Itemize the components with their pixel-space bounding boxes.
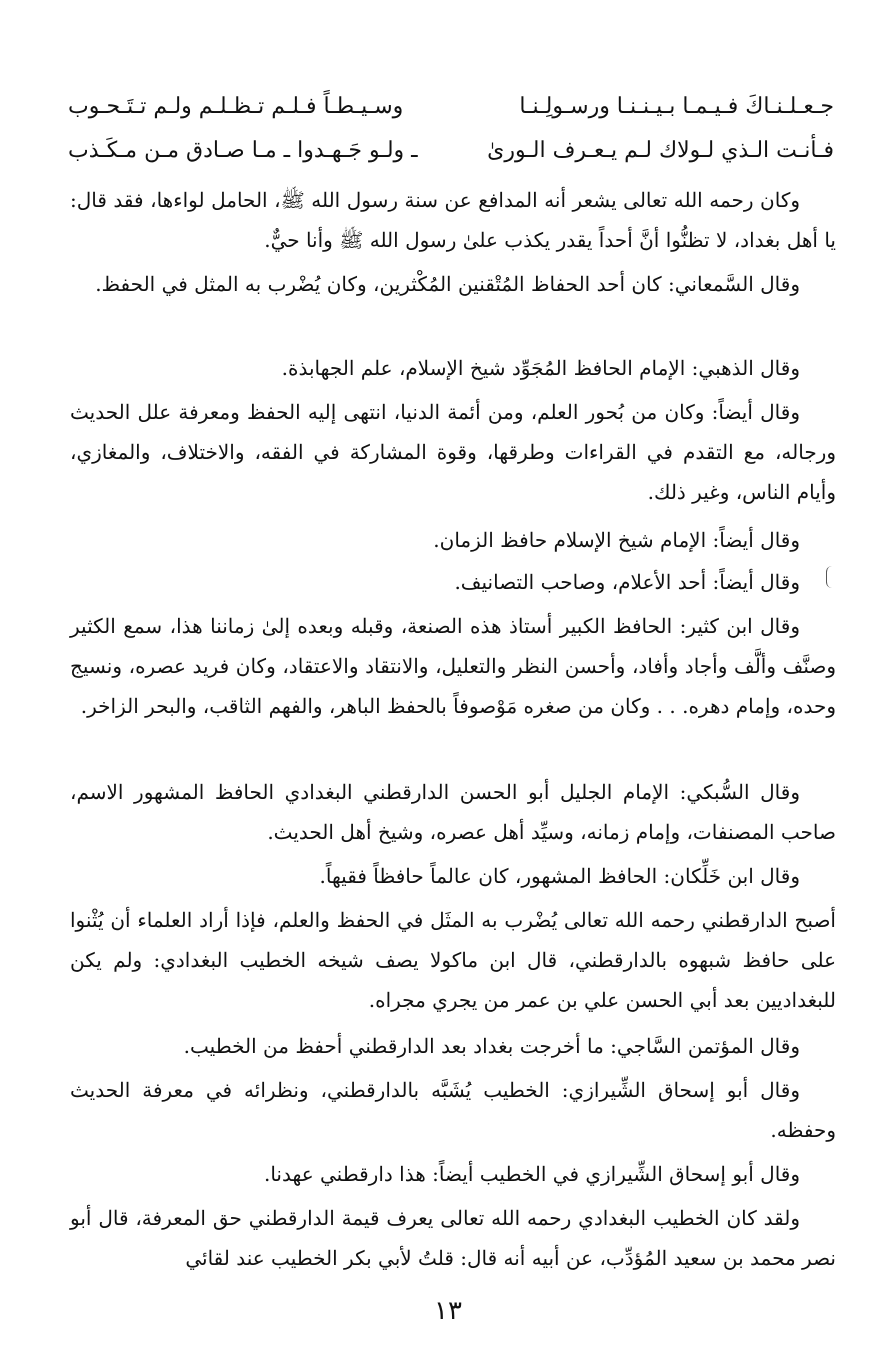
page-number: ١٣ (434, 1296, 462, 1326)
margin-bracket-mark (826, 566, 833, 588)
poem-line-1-second-hemistich: وسـيـطـاً فـلـم تـظـلـم ولـم تـتَـحـوب (68, 94, 404, 119)
paragraph-ibn-kathir-quote: وقال ابن كثير: الحافظ الكبير أستاذ هذه الصنعة، وقبله وبعده إلىٰ زماننا هذا، سمع الكثير وصنَّف وألَّف وأجاد وأفاد، وأحسن النظر والتعليل، والانتقاد والاعتقاد، وكان فريد عصره، ونسيج وحده، وإمام دهره. . . وكان من صغره مَوْصوفاً بالحفظ الباهر، والفهم الثاقب، والبحر الزاخر. (70, 614, 836, 718)
paragraph-subki-quote: وقال السُّبكي: الإمام الجليل أبو الحسن الدارقطني البغدادي الحافظ المشهور الاسم، صاحب المصنفات، وإمام زمانه، وسيِّد أهل عصره، وشيخ أهل الحديث. (70, 780, 836, 844)
paragraph-shirazi-quote-2: وقال أبو إسحاق الشِّيرازي في الخطيب أيضاً: هذا دارقطني عهدنا. (263, 1162, 800, 1186)
poem-line-2-second-hemistich: ـ ولـو جَـهـدوا ـ مـا صـادق مـن مـكَـذب (68, 138, 418, 163)
paragraph-defender-of-sunnah: وكان رحمه الله تعالى يشعر أنه المدافع عن سنة رسول الله ﷺ، الحامل لواءها، فقد قال: يا أهل بغداد، لا تظنُّوا أنَّ أحداً يقدر يكذب علىٰ رسول الله ﷺ وأنا حيٌّ. (70, 188, 836, 252)
paragraph-proverbial-memory: أصبح الدارقطني رحمه الله تعالى يُضْرب به المثَل في الحفظ والعلم، فإذا أراد العلماء أن يُثْنوا على حافظ شبهوه بالدارقطني، قال ابن ماكولا يصف شيخه الخطيب البغدادي: ولم يكن للبغداديين بعد أبي الحسن علي بن عمر من يجري مجراه. (70, 908, 836, 1012)
paragraph-khatib-knew-worth: ولقد كان الخطيب البغدادي رحمه الله تعالى يعرف قيمة الدارقطني حق المعرفة، قال أبو نصر محمد بن سعيد المُؤدِّب، عن أبيه أنه قال: قلتُ لأبي بكر الخطيب عند لقائي (70, 1206, 836, 1270)
paragraph-dhahabi-quote-1: وقال الذهبي: الإمام الحافظ المُجَوِّد شيخ الإسلام، علم الجهابذة. (281, 356, 800, 380)
poem-line-2-first-hemistich: فـأنـت الـذي لـولاك لـم يـعـرف الـورىٰ (487, 138, 834, 163)
poem-line-1-first-hemistich: جـعـلـنـاكَ فـيـمـا بـيـنـنـا ورسـولِـنـا (519, 94, 834, 119)
paragraph-dhahabi-quote-2: وقال أيضاً: وكان من بُحور العلم، ومن أئمة الدنيا، انتهى إليه الحفظ ومعرفة علل الحديث ورجاله، مع التقدم في القراءات وطرقها، وقوة المشاركة في الفقه، والاختلاف، والمغازي، وأيام الناس، وغير ذلك. (70, 400, 836, 504)
paragraph-shirazi-quote-1: وقال أبو إسحاق الشِّيرازي: الخطيب يُشَبَّه بالدارقطني، ونظرائه في معرفة الحديث وحفظه. (70, 1078, 836, 1142)
paragraph-ibn-khallikan-quote: وقال ابن خَلِّكان: الحافظ المشهور، كان عالماً حافظاً فقيهاً. (319, 864, 800, 888)
paragraph-mutamin-saji-quote: وقال المؤتمن السَّاجي: ما أخرجت بغداد بعد الدارقطني أحفظ من الخطيب. (183, 1034, 800, 1058)
paragraph-dhahabi-quote-4: وقال أيضاً: أحد الأعلام، وصاحب التصانيف. (454, 570, 800, 594)
paragraph-samani-quote: وقال السَّمعاني: كان أحد الحفاظ المُتْقنين المُكْثرين، وكان يُضْرب به المثل في الحفظ. (95, 272, 800, 296)
paragraph-dhahabi-quote-3: وقال أيضاً: الإمام شيخ الإسلام حافظ الزمان. (433, 528, 800, 552)
